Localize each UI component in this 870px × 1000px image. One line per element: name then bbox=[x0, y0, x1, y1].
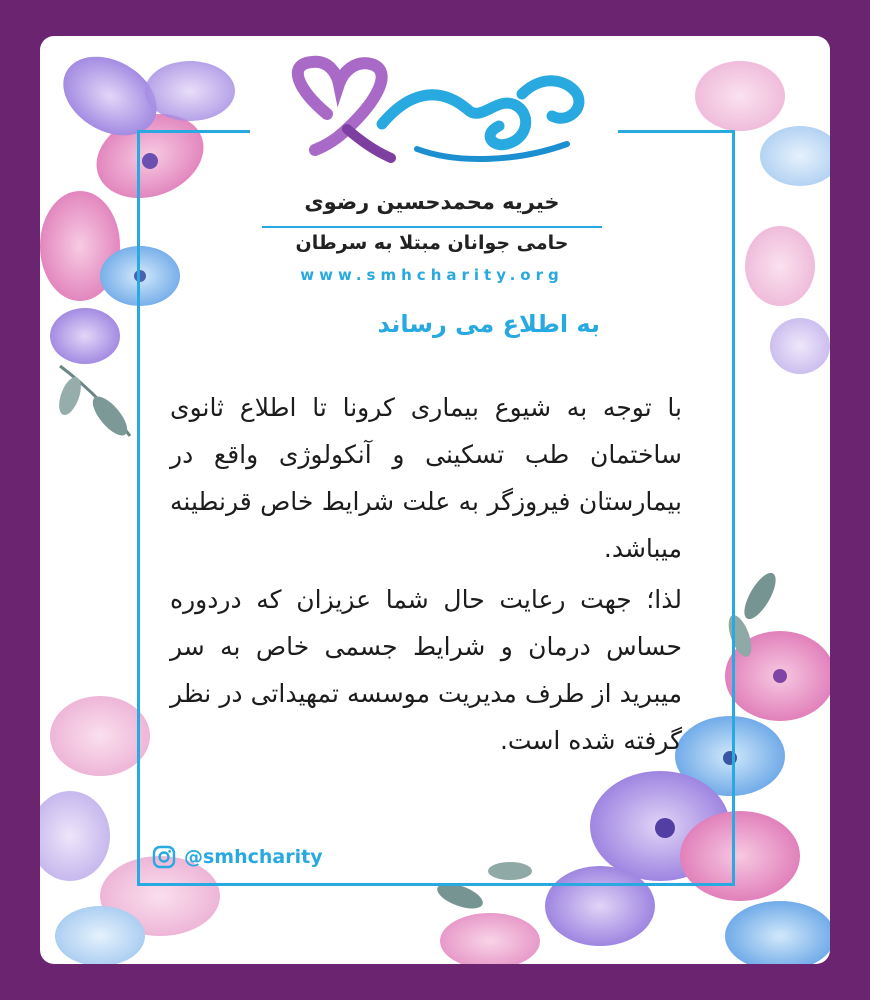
heart-ribbon-logo-icon bbox=[267, 54, 597, 174]
org-tagline: حامی جوانان مبتلا به سرطان bbox=[295, 232, 569, 254]
logo-divider bbox=[262, 226, 602, 228]
org-name: خیریه محمدحسین رضوی bbox=[304, 190, 560, 214]
instagram-handle[interactable]: @smhcharity bbox=[184, 846, 323, 868]
notice-paragraph-2: لذا؛ جهت رعایت حال شما عزیزان که دردوره حساس درمان و شرایط جسمی خاص به سر میبرید از طرف مدیریت موسسه تمهیداتی در نظر گرفته شده است. bbox=[170, 585, 682, 755]
social-handle[interactable] bbox=[152, 842, 323, 872]
notice-paragraph-1: با توجه به شیوع بیماری کرونا تا اطلاع ثانوی ساختمان طب تسکینی و آنکولوژی واقع در بیمارستان فیروزگر به علت شرایط خاص قرنطینه میباشد. bbox=[170, 393, 682, 563]
instagram-icon bbox=[152, 845, 176, 869]
poster-card bbox=[40, 36, 830, 964]
website-url[interactable]: www.smhcharity.org bbox=[300, 266, 564, 284]
charity-logo bbox=[252, 54, 612, 284]
notice-heading: به اطلاع می رساند bbox=[377, 310, 600, 338]
